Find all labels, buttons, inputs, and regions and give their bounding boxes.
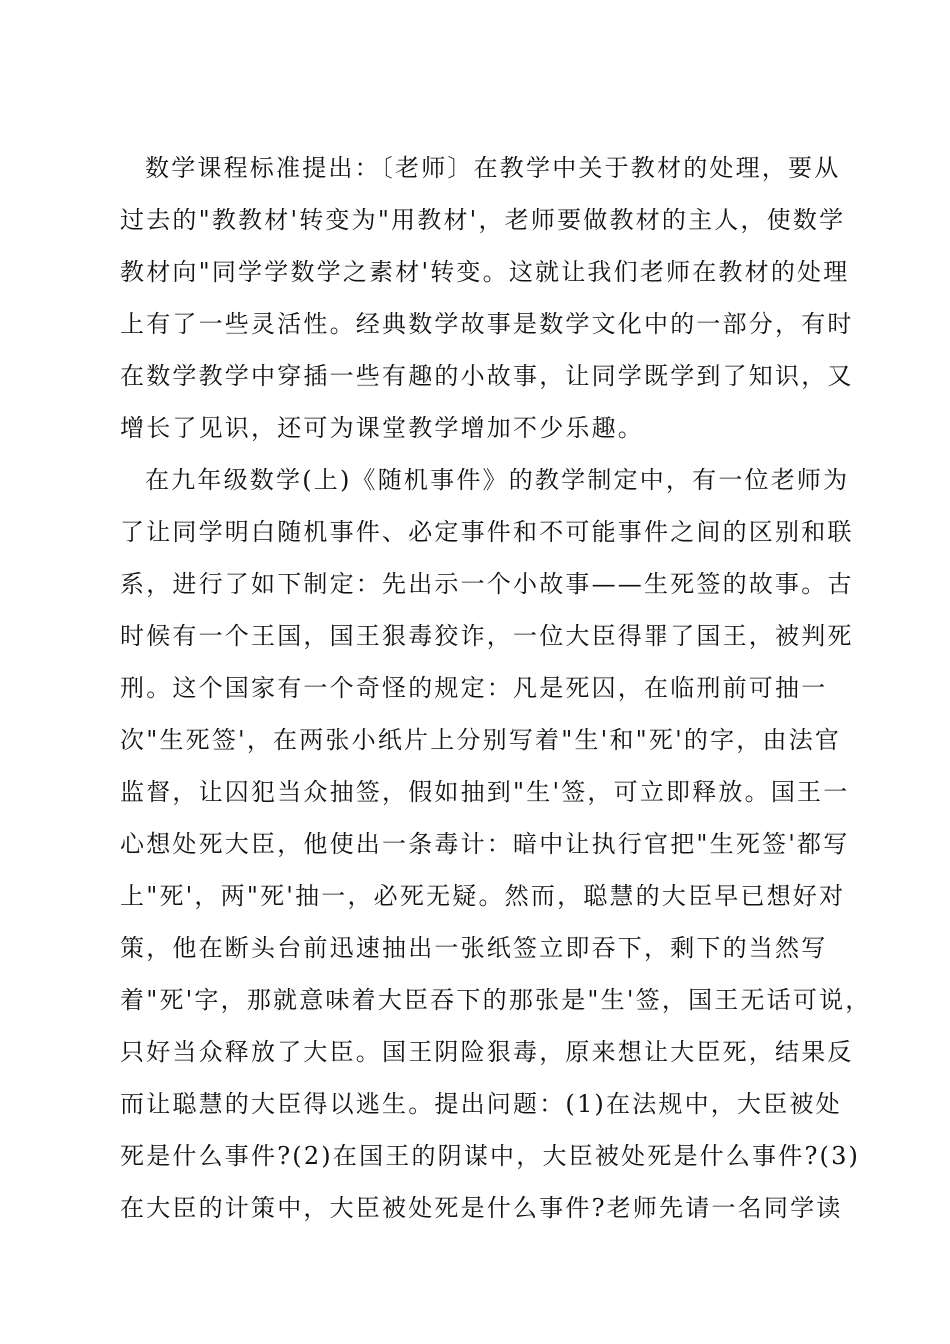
text-line: 增长了见识，还可为课堂教学增加不少乐趣。 — [120, 414, 644, 442]
text-line: 上"死'，两"死'抽一，必死无疑。然而，聪慧的大臣早已想好对 — [120, 882, 846, 910]
text-line: 策，他在断头台前迅速抽出一张纸签立即吞下，剩下的当然写 — [120, 934, 828, 962]
text-line: 监督，让囚犯当众抽签，假如抽到"生'签，可立即释放。国王一 — [120, 778, 850, 806]
text-line: 刑。这个国家有一个奇怪的规定：凡是死囚，在临刑前可抽一 — [120, 674, 828, 702]
text-line: 只好当众释放了大臣。国王阴险狠毒，原来想让大臣死，结果反 — [120, 1038, 854, 1066]
text-line: 在大臣的计策中，大臣被处死是什么事件?老师先请一名同学读 — [120, 1194, 843, 1222]
text-line: 死是什么事件?(2)在国王的阴谋中，大臣被处死是什么事件?(3) — [120, 1142, 861, 1170]
text-line: 心想处死大臣，他使出一条毒计：暗中让执行官把"生死签'都写 — [120, 830, 850, 858]
text-line: 在数学教学中穿插一些有趣的小故事，让同学既学到了知识，又 — [120, 362, 854, 390]
text-line: 次"生死签'，在两张小纸片上分别写着"生'和"死'的字，由法官 — [120, 726, 842, 754]
text-line: 了让同学明白随机事件、必定事件和不可能事件之间的区别和联 — [120, 518, 854, 546]
text-line: 过去的"教教材'转变为"用教材'，老师要做教材的主人，使数学 — [120, 206, 846, 234]
text-line: 着"死'字，那就意味着大臣吞下的那张是"生'签，国王无话可说， — [120, 986, 872, 1014]
text-line: 而让聪慧的大臣得以逃生。提出问题：(1)在法规中，大臣被处 — [120, 1090, 842, 1118]
text-line: 在九年级数学(上)《随机事件》的教学制定中，有一位老师为 — [145, 466, 850, 494]
text-line: 数学课程标准提出：〔老师〕在教学中关于教材的处理，要从 — [145, 154, 841, 182]
text-line: 时候有一个王国，国王狠毒狡诈，一位大臣得罪了国王，被判死 — [120, 622, 854, 650]
text-line: 上有了一些灵活性。经典数学故事是数学文化中的一部分，有时 — [120, 310, 854, 338]
text-line: 系，进行了如下制定：先出示一个小故事——生死签的故事。古 — [120, 570, 854, 598]
text-line: 教材向"同学学数学之素材'转变。这就让我们老师在教材的处理 — [120, 258, 850, 286]
